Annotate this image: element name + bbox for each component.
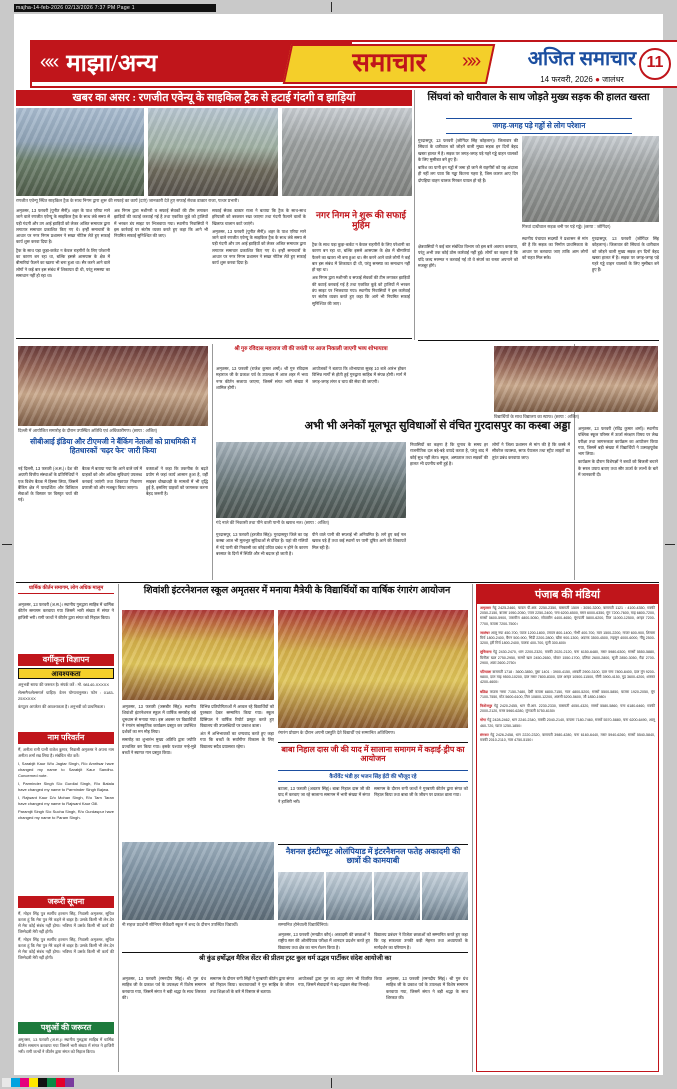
school-photo-3 xyxy=(122,842,274,920)
classified-items: अनुभवी स्टाफ की जरूरत है। संपर्क करें : मो. 98140-XXXXX सेल्समैन/सेल्सगर्ल चाहिए। वेतन योग्यतानुसार। फोन : 0183-25XXXXX कंप्यूटर आपरेटर की आवश्यकता है। अनुभवी को प्राथमिकता। xyxy=(18,682,114,709)
national-photo-caption: सम्मानित होनेवाली विद्यार्थिनियां। xyxy=(278,922,329,927)
lost-found-title: पशुओं की जरूरत xyxy=(18,1022,114,1034)
classified-subtitle: आवश्यकता xyxy=(18,668,114,679)
divider-lead xyxy=(16,338,412,339)
bottom-body-col-2: समागम के दौरान रागी सिंहों ने गुरबाणी कीर्तन द्वारा संगत को निहाल किया। कथावाचकों ने गुरु साहिब के जीवन तथा शिक्षाओं के बारे में विस्तार से बताया। xyxy=(210,976,294,994)
midleft-mini-body-1: अमृतसर, 13 फरवरी (राजेश कुमार शर्मा)। श्री गुरु रविदास महाराज जी के प्रकाश पर्व के उपलक्ष्य में आज शहर में भव्य नगर कीर्तन सजाया जाएगा, जिसमें संगत भारी संख्या में शामिल होगी। xyxy=(216,366,308,390)
midright-photo xyxy=(216,442,406,518)
mandi-section-moga xyxy=(477,716,658,730)
mandi-section-amritsar xyxy=(477,604,658,629)
national-body-col-1: अमृतसर, 13 फरवरी (मनप्रीत कौर)। अकादमी की छात्राओं ने राष्ट्रीय स्तर की ओलंपियाड परीक्षा में शानदार प्रदर्शन करते हुए विद्यालय तथा क्षेत्र का नाम रोशन किया है। xyxy=(278,932,370,950)
bottom-body-col-4: अमृतसर, 13 फरवरी (रमनदीप सिंह)। श्री गुरु ग्रंथ साहिब जी के प्रकाश पर्व के उपलक्ष्य में विशेष समागम करवाया गया, जिसमें संगत ने बड़ी श्रद्धा के साथ शिरकत की। xyxy=(386,976,468,1000)
crop-mark-bottom xyxy=(331,1078,332,1088)
crop-mark-top xyxy=(331,2,332,12)
farright-photo-caption: विद्यार्थियों के साथ विद्यालय का स्टाफ। (छाया : अजित) xyxy=(494,414,580,419)
farright-photo xyxy=(494,346,658,412)
school-photo-1 xyxy=(122,610,274,700)
name-change-items: मैं, अनीता रानी पत्नी राजेश कुमार, निवासी अमृतसर ने अपना नाम अनीता शर्मा रख लिया है। संबंधित नोट करें। I, Sarabjit Kaur W/o Jagtar Singh, R/o Amritsar have changed my name to Sarabjit Kaur Sandhu. Concerned note. I, Parminder Singh S/o Gurdial Singh, R/o Batala have changed my name to Parminder Singh Bajwa. I, Rajwant Kaur D/o Mohan Singh, R/o Tarn Taran have changed my name to Rajwant Kaur Gill. Paramjit Singh S/o Sucha Singh, R/o Gurdaspur have changed my name to Param Singh. xyxy=(18,747,114,820)
mandi-head-5: फिरोजपुर xyxy=(480,704,493,709)
mandi-section-bathinda xyxy=(477,688,658,702)
bottom-headline: श्री कुंड हर्षोद्भव मैरिज सेंटर की प्रीतम ट्रस्ट कुल धर्म उद्भव पार्टीकर संदेश आयोजी का xyxy=(122,952,468,962)
school-body-col-1: अमृतसर, 13 फरवरी (जसबीर सिंह)। स्थानीय शिवांशी इंटरनेशनल स्कूल में वार्षिक समारोह बड़े धूमधाम से मनाया गया। इस अवसर पर विद्यार्थियों ने रंगारंग सांस्कृतिक कार्यक्रम प्रस्तुत कर उपस्थित दर्शकों का मन मोह लिया। समारोह का शुभारंभ मुख्य अतिथि द्वारा ज्योति प्रज्वलित कर किया गया। इसके पश्चात नन्हे-मुन्ने बच्चों ने स्वागत गान प्रस्तुत किया। xyxy=(122,704,196,756)
section-title: माझा/अन्य xyxy=(66,50,158,77)
lead-photo-2 xyxy=(148,108,278,196)
print-header-strip: majha-14-feb-2026 02/13/2026 7:37 PM Page 1 xyxy=(14,4,216,12)
mandi-text-1: आलू नया 450-700, प्याज 1200-1800, टमाटर 800-1400, गोभी 400-700, मटर 1500-2200, गाजर 600-900, शिमला मिर्च 1800-2400, बैंगन 500-900, भिंडी 2200-2800, खीरा 900-1300, अदरक 3500-4500, लहसुन 4000-6000, नींबू 2500-3200, हरी मिर्च 1800-2400, पालक 400-700, मूली 300-600। xyxy=(480,630,655,646)
mandi-text-3: बासमती 1718 : 3600-3850, पूसा 1401 : 3900-4150, शरबती 2900-3100, दाल चना 7800-8400, दाल मूंग 9200-9800, दाल माह 9500-10200, दाल मसर 7800-8300, दाल अरहर 10500-11500, चीनी 3900-4150, गुड़ 3600-4200, शक्कर 4200-4600। xyxy=(480,670,655,685)
lead-photo-caption: रणजीत एवेन्यू स्थित साइकिल ट्रैक के साथ निगम द्वारा शुरू की सफाई का कार्य (दाएं) जानकारी देते हुए सफाई सेवक डाक्टर राजा, पत्थर प्रभारी। xyxy=(16,198,240,203)
mandi-head-4: बठिंडा xyxy=(480,689,488,694)
divider-mid xyxy=(16,582,659,583)
page-sheet xyxy=(14,14,663,1075)
mandi-text-2: गेहूं 2430-2470, धान 2200-2320, मक्की 2020-2120, चना 6150-6480, मसर 5980-6300, सरसों 5550-5880, बिनौला खल 2750-2950, सरसों खल 2450-2650, चोकर 1550-1700, दलिया 2600-2800, सूजी 2850-3050, मैदा 2700-2900, आटा 2600-2750। xyxy=(480,650,655,665)
baba-subhead: कैरोंवेंट भंडी हर भजन सिंह ईटी की भौजूद रहे xyxy=(278,770,468,782)
lead-body-col-1: अमृतसर, 13 फरवरी (पुनीत सैनी)। शहर के पाश एरिया माने जाने वाले रणजीत एवेन्यू के साइकिल ट्रैक के साथ लंबे समय से पड़ी गंदगी और उग आई झाड़ियों को लेकर अजित समाचार द्वारा लगातार समाचार प्रकाशित किए गए थे। इन्हीं समाचारों के आधार पर नगर निगम प्रशासन ने सख्त नोटिस लेते हुए सफाई कार्य शुरू करवा दिया है। ट्रैक के साथ पड़ा कूड़ा-कर्कट न केवल राहगीरों के लिए परेशानी का कारण बन रहा था, बल्कि इससे आसपास के क्षेत्र में बीमारियां फैलने का खतरा भी बना हुआ था। सैर करने आने वाले लोगों ने कई बार इस संबंध में शिकायत दी थी, परंतु समस्या का समाधान नहीं हो रहा था। xyxy=(16,208,110,278)
school-feature-headline: शिवांशी इंटरनेशनल स्कूल अमृतसर में मनाया मैत्रेयी के विद्यार्थियों का वार्षिक रंगारंग आयोजन xyxy=(143,586,451,596)
mandi-text-0: गेहूं 2425-2460, चावल पी.आर. 2250-2350, बासमती 1509 : 3050-3200, बासमती 1121 : 4100-4350, मक्की 2050-2150, बाजरा 1950-2050, ज्वार 2250-2400, चना 6200-6500, मसर 6000-6350, मूंग 7200-7600, माह 6800-7200, सरसों 5600-5900, तारामीरा 4800-5050, सोयाबीन 4400-4650, मूंगफली 5800-6200, तिल 11000-12500, अरहर 7200-7700, कपास 7200-7500। xyxy=(480,606,655,626)
topright-headline: सिंघवां को धारीवाल के साथ जोड़ते मुख्य सड़क की हालत खस्ता xyxy=(427,92,650,103)
student-photo-1 xyxy=(278,872,324,920)
bottom-body-col-1: अमृतसर, 13 फरवरी (रमनदीप सिंह)। श्री गुरु ग्रंथ साहिब जी के प्रकाश पर्व के उपलक्ष्य में विशेष समागम करवाया गया, जिसमें संगत ने बड़ी श्रद्धा के साथ शिरकत की। xyxy=(122,976,206,1000)
topright-subhead: जगह-जगह पड़े गड्ढों से लोग परेशान xyxy=(446,118,632,134)
mandi-head-3: पटियाला xyxy=(480,670,492,675)
column-divider-4 xyxy=(118,584,119,1072)
mandi-section-patiala xyxy=(477,668,658,688)
midright-body-col-1: गुरदासपुर, 13 फरवरी (हरजीत सिंह)। गुरदासपुर जिले का यह कस्बा आज भी मूलभूत सुविधाओं से वंचित है। यहां की गलियों में गंदे पानी की निकासी का कोई उचित प्रबंध न होने के कारण बरसात के दिनों में स्थिति और भी बदतर हो जाती है। xyxy=(216,532,308,556)
lost-found-body: अमृतसर, 13 फरवरी (अ.स.)। स्थानीय गुरुद्वारा साहिब में धार्मिक कीर्तन समागम करवाया गया जिसमें भारी संख्या में संगत ने हाजिरी भरी। रागी जत्थों ने कीर्तन द्वारा संगत को निहाल किया। xyxy=(18,1037,114,1054)
mandi-section-firozpur xyxy=(477,702,658,716)
left-mini-body: अमृतसर, 13 फरवरी (अ.स.)। स्थानीय गुरुद्वारा साहिब में धार्मिक कीर्तन समागम करवाया गया जिसमें भारी संख्या में संगत ने हाजिरी भरी। रागी जत्थों ने कीर्तन द्वारा संगत को निहाल किया। xyxy=(18,602,114,620)
midleft-mini-headline: श्री गुरु रविदास महाराज जी की जयंती पर आज निकाली जाएगी भव्य शोभायात्रा xyxy=(234,346,388,352)
mandi-head-2: लुधियाना xyxy=(480,650,492,655)
lead-body-col-4: ट्रैक के साथ पड़ा कूड़ा-कर्कट न केवल राहगीरों के लिए परेशानी का कारण बन रहा था, बल्कि इससे आसपास के क्षेत्र में बीमारियां फैलने का खतरा भी बना हुआ था। सैर करने आने वाले लोगों ने कई बार इस संबंध में शिकायत दी थी, परंतु समस्या का समाधान नहीं हो रहा था। अब निगम द्वारा मशीनरी व सफाई सेवकों की टीम लगाकर झाड़ियों की कटाई करवाई गई है तथा एकत्रित कूड़े को ट्रालियों में भरकर डंप साइट पर भिजवाया गया। स्थानीय निवासियों ने इस कार्रवाई पर संतोष व्यक्त करते हुए कहा कि आगे भी नियमित सफाई सुनिश्चित की जाए। xyxy=(312,242,410,306)
mandi-text-4: कपास नरमा 7150-7480, देसी कपास 6800-7150, ग्वार 4800-5200, सरसों 5500-5850, बाजरा 1920-2050, मूंग 7100-7550, मोठ 5600-6100, तिल 10800-12200, अलसी 5200-5600, जौ 1850-1980। xyxy=(480,689,655,699)
mandi-section-jalandhar xyxy=(477,629,658,649)
column-divider-5 xyxy=(472,584,473,1072)
color-calibration-strip xyxy=(2,1078,74,1087)
mandi-text-7: गेहूं 2426-2458, धान 2220-2320, बासमती 3980-4280, चना 6160-6440, मसर 5940-6260, सरसों 5540-5840, मक्की 2010-2110, ग्वार 4750-5150। xyxy=(480,732,655,743)
mandi-title: पंजाब की मंडियां xyxy=(477,585,658,604)
bottom-margin xyxy=(0,1075,677,1089)
double-chevron-right-icon: »» xyxy=(462,50,479,72)
mandi-section-sangrur xyxy=(477,731,658,745)
farright-body-col-1: अमृतसर, 13 फरवरी (रविंद्र कुमार शर्मा)। स्थानीय पब्लिक स्कूल परिसर में ऊर्जा संरक्षण विषय पर लेख परीक्षा तथा जागरूकता कार्यक्रम का आयोजन किया गया, जिसमें बड़ी संख्या में विद्यार्थियों ने उत्साहपूर्वक भाग लिया। कार्यक्रम के दौरान विशेषज्ञों ने बच्चों को बिजली बचाने के सरल उपाय बताए तथा सौर ऊर्जा के लाभों के बारे में जानकारी दी। xyxy=(578,426,658,478)
school-photo-2 xyxy=(278,610,468,728)
midright-body-col-2: पीने वाले पानी की सप्लाई भी अनियमित है। लगे हुए कई नल खराब पड़े हैं तथा कई स्थानों पर पानी दूषित आने की शिकायतें मिल रही हैं। xyxy=(312,532,406,550)
masthead xyxy=(30,40,677,88)
school-photo-2-caption: रंगारंग प्रोग्राम के दौरान अपनी प्रस्तुति देते विद्यार्थी एवं सम्मानित अतिथिगण। xyxy=(278,730,396,735)
midright-body-col-4: लोगों ने जिला प्रशासन से मांग की है कि कस्बे में सीवरेज व्यवस्था, साफ पेयजल तथा स्ट्रीट लाइटों का तुरंत प्रबंध करवाया जाए। xyxy=(492,442,570,460)
baba-body-col-1: बटाला, 13 फरवरी (अवतार सिंह)। बाबा निहाल दास जी की याद में करवाए जा रहे सालाना समागम में भारी संख्या में संगत ने हाजिरी भरी। xyxy=(278,786,370,804)
topright-body-col-2: क्षेत्रवासियों ने कई बार संबंधित विभाग को इस बारे अवगत करवाया, परंतु अभी तक कोई ठोस कार्रवाई नहीं हुई। लोगों का कहना है कि यदि जल्द मरम्मत न करवाई गई तो वे संघर्ष का रास्ता अपनाने को मजबूर होंगे। xyxy=(418,244,518,268)
midleft-headline: सीबीआई इंडिया और टीएमजी ने बैंकिंग नेताओं को प्राथमिकी में हितधारकों 'चढ़र फेर' जारी किया xyxy=(30,437,196,455)
mandi-panel xyxy=(476,584,659,1072)
banner-word: समाचार xyxy=(352,48,427,77)
divider-topright xyxy=(418,340,659,341)
midleft-photo-caption: दिल्ली में आयोजित समारोह के दौरान उपस्थित अतिथि एवं अधिकारीगण। (छाया : अजित) xyxy=(18,428,158,433)
column-divider-1 xyxy=(414,90,415,340)
left-mini-headline: धार्मिक कीर्तन समागम, लोग अधिक मालूम xyxy=(18,586,114,594)
lead-kicker: खबर का असर : xyxy=(72,92,136,104)
baba-headline: बाबा निहाल दास जी की याद में सालाना समागम में कड़ाई-ड्रीप का आयोजन xyxy=(278,742,468,763)
brand-name: अजित समाचार xyxy=(527,48,637,70)
mandi-section-ludhiana xyxy=(477,648,658,668)
topright-body-col-1: गुरदासपुर, 13 फरवरी (जोगिंदर सिंह कोहलान)। जिलावार की सिंघवां के धारीवाल को जोड़ने वाली मुख्य सड़क इन दिनों बेहद खस्ता हालत में है। सड़क पर जगह-जगह पड़े गहरे गड्ढे वाहन चालकों के लिए मुसीबत बने हुए हैं। बारिश का पानी इन गड्ढों में जमा हो जाने से राहगीरों को यह अंदाजा ही नहीं लग पाता कि गड्ढा कितना गहरा है, जिस कारण आए दिन दोपहिया वाहन चालक गिरकर घायल हो रहे हैं। xyxy=(418,138,518,183)
student-photo-2 xyxy=(326,872,372,920)
midright-headline: अभी भी अनेकों मूलभूत सुविधाओं से वंचित गुरदासपुर का कस्बा अड्डा xyxy=(304,420,571,432)
national-headline: नैशनल इंस्टीच्यूट ओलंपियाड में इंटरनैशनल फतेह अकादमी की छात्रों की कामयाबी xyxy=(278,844,468,865)
midleft-mini-body-2: आयोजकों ने बताया कि शोभायात्रा सुबह 10 बजे आरंभ होकर विभिन्न मार्गों से होती हुई गुरुद्वारा साहिब में संपन्न होगी। मार्ग में जगह-जगह लंगर व चाय की सेवा की जाएगी। xyxy=(312,366,406,384)
lead-headline xyxy=(16,90,412,106)
mandi-text-6: गेहूं 2428-2462, धान 2240-2340, मक्की 2040-2140, कपास 7180-7460, सरसों 5570-5880, चना 6200-6490, आलू 460-720, प्याज 1250-1850। xyxy=(480,718,655,728)
lead-headline-text: रणजीत एवेन्यू के साइकिल ट्रैक से हटाई गंदगी व झाड़ियां xyxy=(138,92,356,104)
mandi-head-6: मोगा xyxy=(480,718,487,723)
lead-photo-3 xyxy=(282,108,412,196)
student-photo-3 xyxy=(374,872,420,920)
school-photo-3-caption: नी सहज प्रदर्शनी सीनियर सैकेंडरी स्कूल में शब्द के दौरान उपस्थित विद्यार्थी। xyxy=(122,922,239,927)
lead-body-col-2: अब निगम द्वारा मशीनरी व सफाई सेवकों की टीम लगाकर झाड़ियों की कटाई करवाई गई है तथा एकत्रित कूड़े को ट्रालियों में भरकर डंप साइट पर भिजवाया गया। स्थानीय निवासियों ने इस कार्रवाई पर संतोष व्यक्त करते हुए कहा कि आगे भी नियमित सफाई सुनिश्चित की जाए। xyxy=(114,208,208,239)
lead-photo-1 xyxy=(16,108,144,196)
topright-photo xyxy=(522,136,659,222)
edition-city: जालंधर xyxy=(602,75,624,84)
mandi-head-1: जालंधर xyxy=(480,630,490,635)
midright-body-col-3: निवासियों का कहना है कि चुनाव के समय हर राजनीतिक दल बड़े-बड़े वायदे करता है, परंतु बाद में कोई सुध नहीं लेता। स्कूल, अस्पताल तथा सड़कों की हालत भी दयनीय बनी हुई है। xyxy=(410,442,488,466)
topright-photo-caption: गिरवां दाधीवाल सड़क बनी पर पड़े गड्ढे। (छाया : जोगिंदर) xyxy=(522,224,611,229)
lead-inset-headline: नगर निगम ने शुरू की सफाई मुहिम xyxy=(316,210,406,231)
student-photo-4 xyxy=(422,872,468,920)
topright-body-col-4: गुरदासपुर, 13 फरवरी (जोगिंदर सिंह कोहलान)। जिलावार की सिंघवां के धारीवाल को जोड़ने वाली मुख्य सड़क इन दिनों बेहद खस्ता हालत में है। सड़क पर जगह-जगह पड़े गहरे गड्ढे वाहन चालकों के लिए मुसीबत बने हुए हैं। xyxy=(592,236,659,273)
midleft-body-col-1: नई दिल्ली, 13 फरवरी (अ.स.)। देश की अग्रणी वित्तीय संस्थाओं के प्रतिनिधियों ने एक विशेष बैठक में हिस्सा लिया, जिसमें बैंकिंग क्षेत्र में पारदर्शिता और डिजिटल सेवाओं के विस्तार पर विस्तृत चर्चा की गई। xyxy=(18,466,78,503)
page-number-badge: 11 xyxy=(639,48,671,80)
crop-mark-right xyxy=(665,544,675,545)
bullet-icon: ● xyxy=(595,75,603,84)
mandi-text-5: गेहूं 2420-2455, धान पी.आर. 2230-2330, बासमती 4050-4320, सरसों 5580-5860, चना 6180-6460, मक्की 2000-2120, मसर 5960-6280, मूंगफली 5750-6150। xyxy=(480,704,656,714)
notice-body: मैं, मोहन सिंह पुत्र स्वर्गीय हरनाम सिंह, निवासी अमृतसर, सूचित करता हूं कि मेरा पुत्र मेरे कहने से बाहर है। उसके किसी भी लेन-देन से मेरा कोई संबंध नहीं होगा। भविष्य में उसके किसी भी कार्य की जिम्मेदारी मेरी नहीं होगी। मैं, मोहन सिंह पुत्र स्वर्गीय हरनाम सिंह, निवासी अमृतसर, सूचित करता हूं कि मेरा पुत्र मेरे कहने से बाहर है। उसके किसी भी लेन-देन से मेरा कोई संबंध नहीं होगा। भविष्य में उसके किसी भी कार्य की जिम्मेदारी मेरी नहीं होगी। xyxy=(18,911,114,960)
issue-date: 14 फरवरी, 2026 xyxy=(540,75,593,84)
school-body-col-2: विभिन्न प्रतियोगिताओं में अव्वल रहे विद्यार्थियों को पुरस्कार देकर सम्मानित किया गया। स्कूल प्रिंसिपल ने वार्षिक रिपोर्ट प्रस्तुत करते हुए विद्यालय की उपलब्धियों पर प्रकाश डाला। अंत में अभिभावकों का धन्यवाद करते हुए कहा गया कि बच्चों के सर्वांगीण विकास के लिए विद्यालय सदैव प्रयासरत रहेगा। xyxy=(200,704,274,749)
bottom-body-col-3: आयोजकों द्वारा गुरु का अटूट लंगर भी वितरित किया गया, जिसमें सेवादारों ने बढ़-चढ़कर सेवा निभाई। xyxy=(298,976,382,988)
crop-mark-left xyxy=(2,544,12,545)
column-divider-2 xyxy=(212,344,213,580)
notice-title: जरूरी सूचना xyxy=(18,896,114,908)
name-change-title: नाम परिवर्तन xyxy=(18,732,114,744)
mandi-head-0: अमृतसर xyxy=(480,606,491,610)
national-body-col-2: विद्यालय प्रबंधन ने विजेता छात्राओं को सम्मानित करते हुए कहा कि यह सफलता उनकी कड़ी मेहनत तथा अध्यापकों के मार्गदर्शन का परिणाम है। xyxy=(374,932,468,950)
midleft-photo xyxy=(18,346,208,426)
lead-body-col-3: सफाई सेवक डाक्टर राजा ने बताया कि ट्रैक के साथ-साथ हरियाली को बरकरार रखा जाएगा तथा गंदगी फैलाने वालों के खिलाफ चालान काटे जाएंगे। अमृतसर, 13 फरवरी (पुनीत सैनी)। शहर के पाश एरिया माने जाने वाले रणजीत एवेन्यू के साइकिल ट्रैक के साथ लंबे समय से पड़ी गंदगी और उग आई झाड़ियों को लेकर अजित समाचार द्वारा लगातार समाचार प्रकाशित किए गए थे। इन्हीं समाचारों के आधार पर नगर निगम प्रशासन ने सख्त नोटिस लेते हुए सफाई कार्य शुरू करवा दिया है। xyxy=(212,208,306,266)
double-chevron-left-icon: «« xyxy=(40,50,57,73)
topright-body-col-3: स्थानीय पंचायत सदस्यों ने प्रशासन से मांग की है कि सड़क का निर्माण प्राथमिकता के आधार पर करवाया जाए ताकि आम लोगों को राहत मिल सके। xyxy=(522,236,588,260)
mandi-head-7: संगरूर xyxy=(480,732,489,737)
midright-photo-caption: गंदे नाले की निकासी तथा पीने वाली पानी के खराब नल। (छाया : अजित) xyxy=(216,520,330,525)
midleft-body-col-3: वक्ताओं ने कहा कि तकनीक के बढ़ते प्रयोग से जहां कार्य आसान हुआ है, वहीं साइबर धोखाधड़ी के मामलों में भी वृद्धि हुई है, इसलिए ग्राहकों को जागरूक करना बेहद जरूरी है। xyxy=(146,466,208,497)
classified-title: वर्गीकृत विज्ञापन xyxy=(18,654,114,666)
baba-body-col-2: समागम के दौरान रागी जत्थों ने गुरबाणी कीर्तन द्वारा संगत को निहाल किया तथा बाबा जी के जीवन पर प्रकाश डाला गया। xyxy=(374,786,468,798)
midleft-body-col-2: बैठक में बताया गया कि आने वाले वर्ष में ग्राहकों को और अधिक सुविधाएं उपलब्ध करवाई जाएंगी तथा शिकायत निवारण प्रणाली को और मजबूत किया जाएगा। xyxy=(82,466,142,490)
